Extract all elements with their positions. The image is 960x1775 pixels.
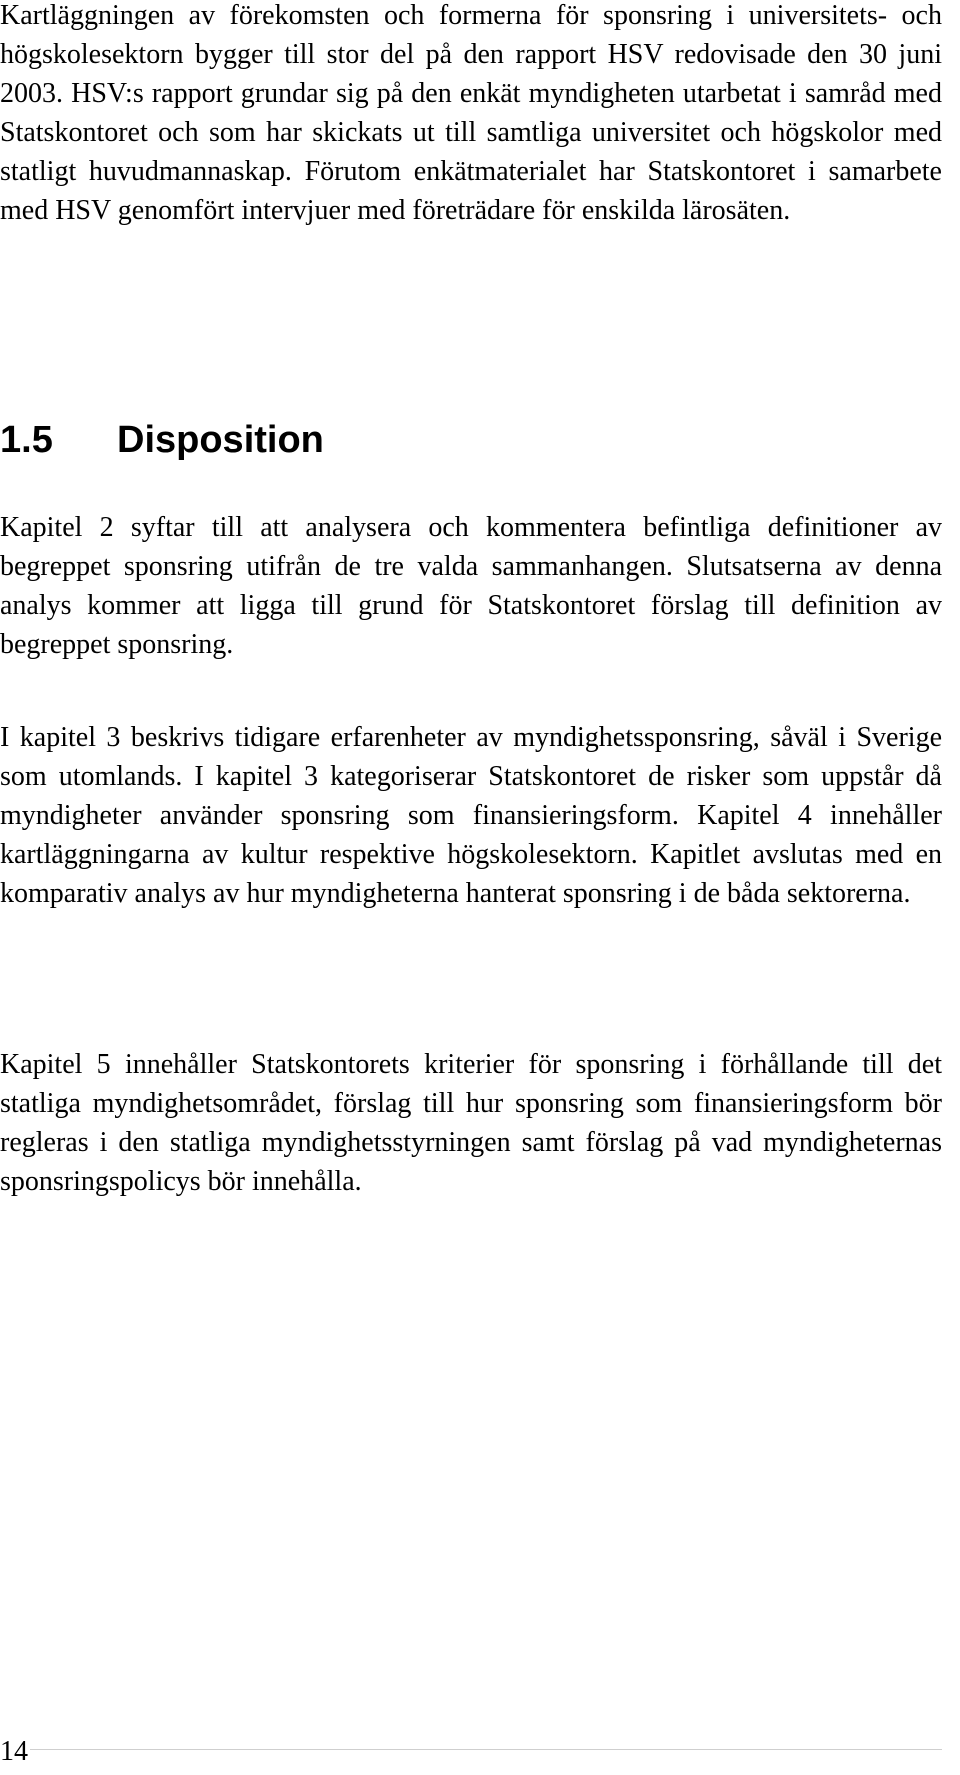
section-number: 1.5: [0, 419, 53, 461]
paragraph-chapter-3-4: I kapitel 3 beskrivs tidigare erfarenheter av myndighetssponsring, såväl i Sverige som utomlands. I kapitel 3 kategoriserar Statskontoret de risker som uppstår då myndigheter använder sponsring som finansieringsform. Kapitel 4 innehåller kartläggningarna av kultur respektive högskolesektorn. Kapitlet avslutas med en komparativ analys av hur myndigheterna hanterat sponsring i de båda sektorerna.: [0, 722, 942, 909]
paragraph-chapter-5: Kapitel 5 innehåller Statskontorets kriterier för sponsring i förhållande till det statliga myndighetsområdet, förslag till hur sponsring som finansieringsform bör regleras i den statliga myndighetsstyrningen samt förslag på vad myndigheternas sponsringspolicys bör innehålla.: [0, 1049, 942, 1197]
paragraph-chapter-2: Kapitel 2 syftar till att analysera och kommentera befintliga definitioner av begreppet sponsring utifrån de tre valda sammanhangen. Slutsatserna av denna analys kommer att ligga till grund för Statskontoret förslag till definition av begreppet sponsring.: [0, 512, 942, 660]
section-title: Disposition: [117, 419, 324, 461]
page-number: 14: [0, 1736, 28, 1767]
intro-paragraph: Kartläggningen av förekomsten och formerna för sponsring i universitets- och högskolesektorn bygger till stor del på den rapport HSV redovisade den 30 juni 2003. HSV:s rapport grundar sig på den enkät myndigheten utarbetat i samråd med Statskontoret och som har skickats ut till samtliga universitet och högskolor med statligt huvudmannaskap. Förutom enkätmaterialet har Statskontoret i samarbete med HSV genomfört intervjuer med företrädare för enskilda lärosäten.: [0, 0, 942, 226]
section-heading: [0, 418, 324, 462]
footer-divider: [0, 1749, 942, 1750]
